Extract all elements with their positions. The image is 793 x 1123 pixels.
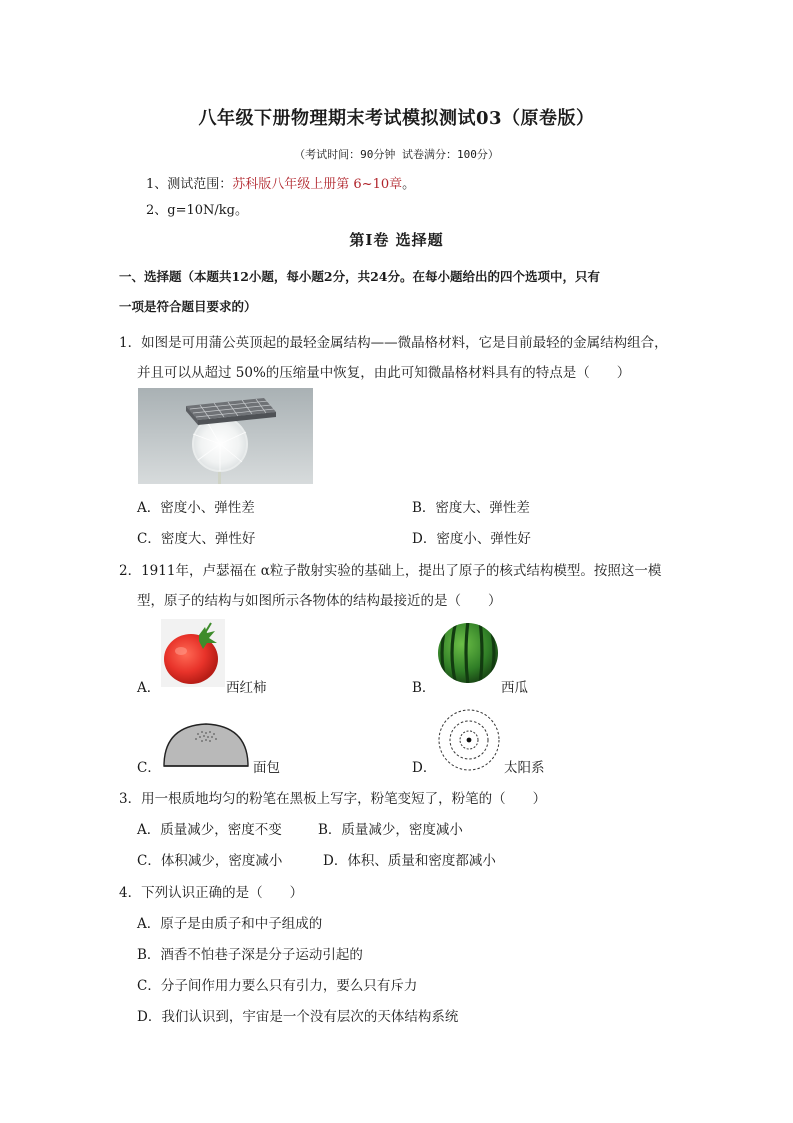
q4-option-c: C．分子间作用力要么只有引力，要么只有斥力	[137, 978, 418, 994]
dandelion-lattice-image	[138, 388, 313, 484]
page-title: 八年级下册物理期末考试模拟测试03（原卷版）	[198, 108, 595, 129]
tomato-image	[161, 619, 225, 687]
q1-option-d: D．密度小、弹性好	[412, 531, 531, 547]
note-scope-suffix: 。	[402, 177, 416, 192]
q1-option-c: C．密度大、弹性好	[137, 531, 256, 547]
note-gravity: 2、g=10N/kg。	[146, 203, 248, 218]
q2-option-b-letter: B．	[412, 680, 436, 696]
bread-image	[160, 720, 252, 770]
exam-info: （考试时间：90分钟 试卷满分：100分）	[294, 148, 499, 161]
q2-option-d-letter: D．	[412, 760, 437, 776]
q1-stem-line1: 1．如图是可用蒲公英顶起的最轻金属结构——微晶格材料，它是目前最轻的金属结构组合，	[119, 335, 668, 351]
solar-system-image	[436, 708, 502, 772]
q2-stem-line1: 2．1911年，卢瑟福在 α粒子散射实验的基础上，提出了原子的核式结构模型。按照这一模	[119, 563, 662, 579]
q3-option-a: A．质量减少，密度不变	[137, 822, 282, 838]
q2-option-d-caption: 太阳系	[504, 760, 545, 776]
note-scope-highlight: 苏科版八年级上册第 6~10章	[232, 177, 403, 192]
q3-stem: 3．用一根质地均匀的粉笔在黑板上写字，粉笔变短了，粉笔的（ ）	[119, 791, 547, 807]
section-title: 第Ⅰ卷 选择题	[349, 231, 444, 249]
q2-option-c-letter: C．	[137, 760, 161, 776]
note-scope	[146, 173, 415, 192]
q2-option-c-caption: 面包	[253, 760, 280, 776]
q1-option-a: A．密度小、弹性差	[137, 500, 255, 516]
q4-option-d: D．我们认识到，宇宙是一个没有层次的天体结构系统	[137, 1009, 459, 1025]
q4-option-b: B．酒香不怕巷子深是分子运动引起的	[137, 947, 363, 963]
q4-stem: 4．下列认识正确的是（ ）	[119, 885, 304, 901]
part-heading-line2: 一项是符合题目要求的）	[119, 299, 257, 314]
q3-option-d: D．体积、质量和密度都减小	[323, 853, 496, 869]
q3-option-b: B．质量减少，密度减小	[318, 822, 463, 838]
q1-option-b: B．密度大、弹性差	[412, 500, 530, 516]
q1-stem-line2: 并且可以从超过 50%的压缩量中恢复，由此可知微晶格材料具有的特点是（ ）	[137, 365, 631, 381]
watermelon-image	[436, 620, 500, 686]
note-scope-prefix: 1、测试范围：	[146, 177, 233, 192]
q4-option-a: A．原子是由质子和中子组成的	[137, 916, 323, 932]
q2-option-b-caption: 西瓜	[501, 680, 528, 696]
part-heading-line1: 一、选择题（本题共12小题，每小题2分，共24分。在每小题给出的四个选项中，只有	[119, 269, 600, 284]
q2-option-a-caption: 西红柿	[226, 680, 267, 696]
q2-option-a-letter: A．	[137, 680, 161, 696]
q2-stem-line2: 型，原子的结构与如图所示各物体的结构最接近的是（ ）	[137, 593, 502, 609]
q3-option-c: C．体积减少，密度减小	[137, 853, 283, 869]
